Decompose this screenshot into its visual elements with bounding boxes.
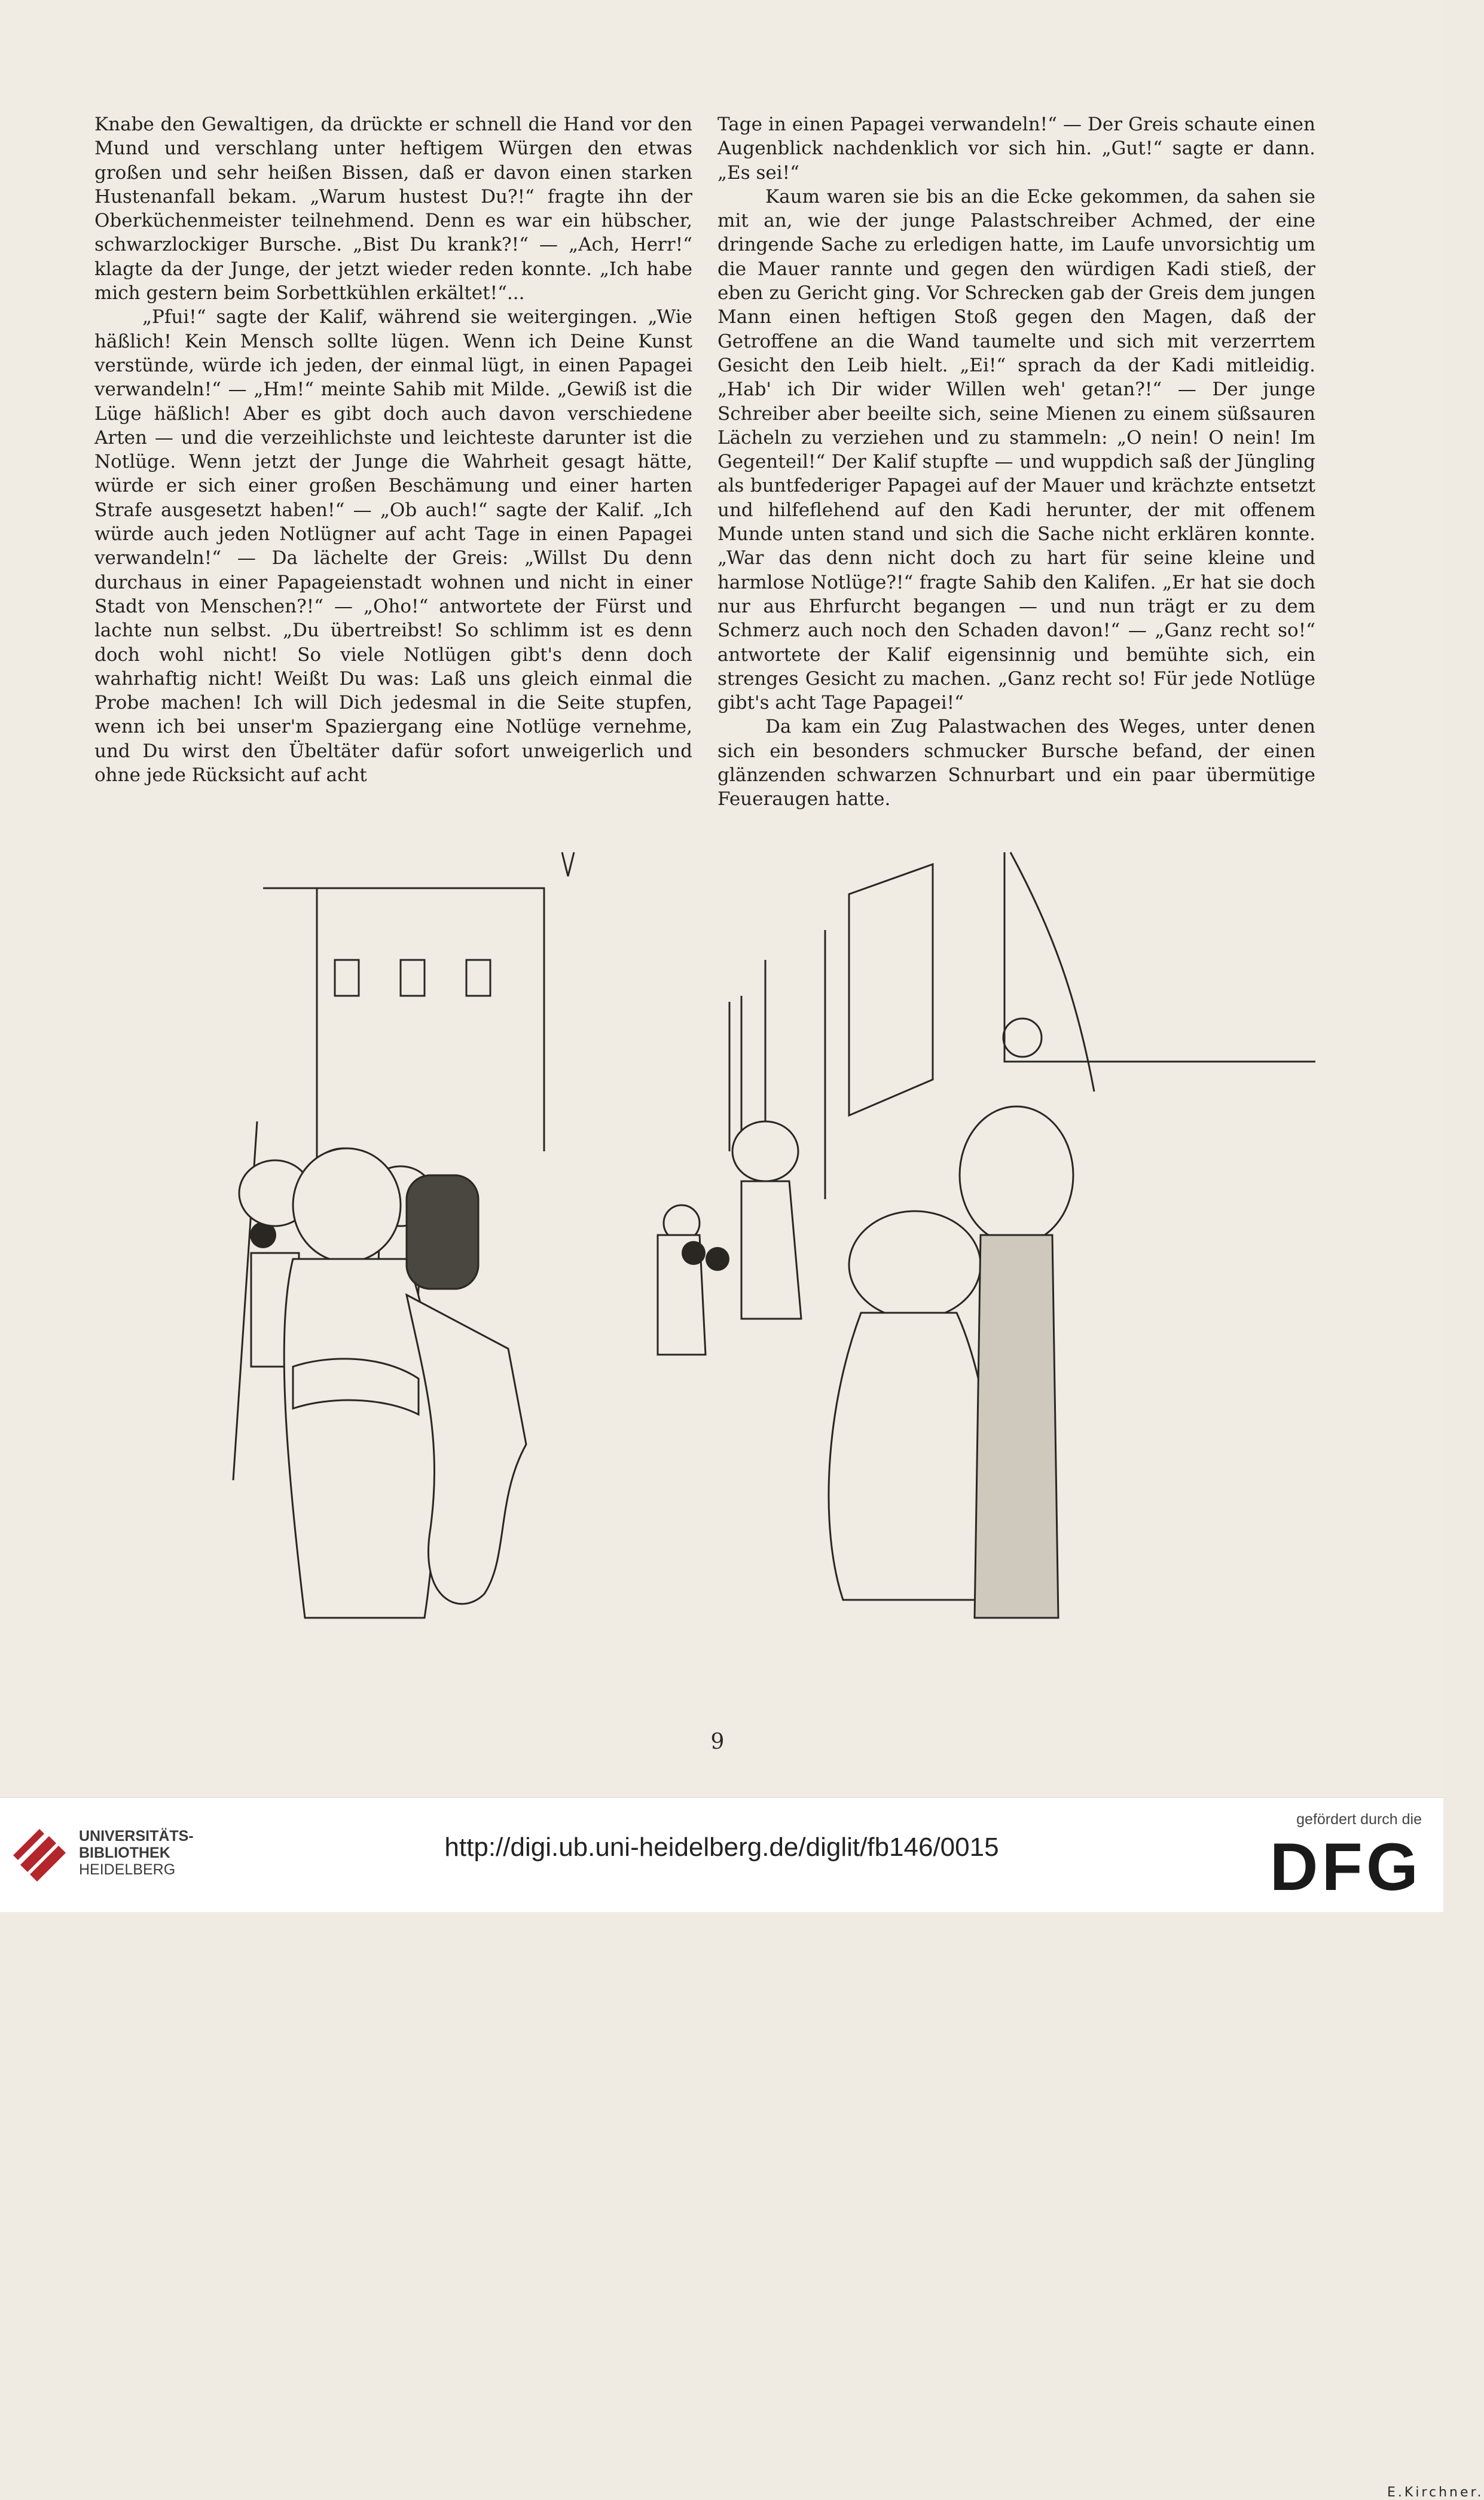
child-head xyxy=(706,1247,729,1271)
permalink-url[interactable]: http://digi.ub.uni-heidelberg.de/diglit/fb146/0015 xyxy=(444,1833,999,1862)
woman-face xyxy=(1003,1019,1042,1057)
palm-ornament xyxy=(562,852,574,876)
paragraph: „Pfui!“ sagte der Kalif, während sie weitergingen. „Wie häßlich! Kein Mensch sollte lügen. Wenn ich Deine Kunst verstünde, würde ich jeden, der einmal lügt, in einen Papagei verwandeln!“ — „Hm!“ meinte Sahib mit Milde. „Gewiß ist die Lüge häßlich! Aber es gibt doch auch davon verschiedene Arten — und die verzeihlichste und leichteste darunter ist die Notlüge. Wenn jetzt der Junge die Wahrheit gesagt hätte, würde er sich einer großen Beschämung und einer harten Strafe ausgesetzt haben!“ — „Ob auch!“ sagte der Kalif. „Ich würde auch jeden Notlügner auf acht Tage in einen Papagei verwandeln!“ — Da lächelte der Greis: „Willst Du denn durchaus in einer Papageienstadt wohnen und nicht in einer Stadt von Menschen?!“ — „Oho!“ antwortete der Fürst und lachte nun selbst. „Du übertreibst! So schlimm ist es denn doch wohl nicht! So viele Notlügen gibt's denn doch wahrhaftig nicht! Weißt Du was: Laß uns gleich einmal die Probe machen! Ich will Dich jedesmal in die Seite stupfen, wenn ich bei unser'm Spaziergang eine Notlüge vernehme, und Du wirst den Übeltäter dafür sofort unweigerlich und ohne jede Rücksicht auf acht xyxy=(94,306,692,786)
text-column-right xyxy=(717,112,1315,812)
library-name-line: UNIVERSITÄTS- xyxy=(79,1828,194,1844)
text-column-left xyxy=(94,112,692,787)
standing-figure xyxy=(975,1235,1058,1618)
tall-hat xyxy=(407,1175,478,1289)
child-head xyxy=(682,1241,706,1265)
dfg-logo[interactable]: DFG xyxy=(1269,1830,1422,1904)
funding-label: gefördert durch die xyxy=(1296,1811,1422,1828)
page-number: 9 xyxy=(710,1730,725,1754)
side-building xyxy=(849,864,933,1115)
right-building xyxy=(1004,852,1315,1062)
viewer-footer xyxy=(0,1797,1443,1912)
curtain xyxy=(1010,852,1094,1092)
turban xyxy=(732,1121,798,1181)
paragraph: Tage in einen Papagei verwandeln!“ — Der Greis schaute einen Augenblick nachdenklich vor sich hin. „Gut!“ sagte er dann. „Es sei!“ xyxy=(717,114,1315,184)
window xyxy=(335,960,359,996)
window xyxy=(401,960,425,996)
artist-signature: E.Kirchner. xyxy=(1387,2485,1484,2500)
paragraph: Da kam ein Zug Palastwachen des Weges, unter denen sich ein besonders schmucker Bursche befand, der einen glänzenden schwarzen Schnurbart und ein paar übermütige Feueraugen hatte. xyxy=(717,716,1315,810)
caliph-turban xyxy=(293,1148,401,1262)
building-outline xyxy=(263,888,544,1199)
street-scene-drawing xyxy=(227,840,1280,1731)
library-name-line: HEIDELBERG xyxy=(79,1861,176,1878)
kadi-turban xyxy=(849,1211,981,1319)
kadi-robe xyxy=(829,1313,994,1600)
paragraph: Knabe den Gewaltigen, da drückte er schnell die Hand vor den Mund und verschlang unter heftigem Würgen den etwas großen und sehr heißen Bissen, daß er davon einen starken Hustenanfall bekam. „Warum hustest Du?!“ fragte ihn der Oberküchenmeister teilnehmend. Denn es war ein hübscher, schwarzlockiger Bursche. „Bist Du krank?!“ — „Ach, Herr!“ klagte da der Junge, der jetzt wieder reden konnte. „Ich habe mich gestern beim Sorbettkühlen erkältet!“... xyxy=(94,114,692,304)
tall-turban xyxy=(960,1106,1073,1244)
window xyxy=(466,960,490,996)
paragraph: Kaum waren sie bis an die Ecke gekommen, da sahen sie mit an, wie der junge Palastschreiber Achmed, der eine dringende Sache zu erledigen hatte, im Laufe unvorsichtig um die Mauer rannte und gegen den würdigen Kadi stieß, der eben zu Gericht ging. Vor Schrecken gab der Greis dem jungen Mann einen heftigen Stoß gegen den Magen, daß der Getroffene an die Wand taumelte und sich mit verzerrtem Gesicht den Leib hielt. „Ei!“ sprach da der Kadi mitleidig. „Hab' ich Dir wider Willen weh' getan?!“ — Der junge Schreiber aber beeilte sich, seine Mienen zu einem süßsauren Lächeln zu verziehen und zu stammeln: „O nein! O nein! Im Gegenteil!“ Der Kalif stupfte — und wuppdich saß der Jüngling als buntfederiger Papagei auf der Mauer und krächzte entsetzt und hilfeflehend auf den Kadi herunter, der mit offenem Munde unten stand und sich die Sache nicht erklären konnte. „War das denn nicht doch zu hart für seine kleine und harmlose Notlüge?!“ fragte Sahib den Kalifen. „Er hat sie doch nur aus Ehrfurcht begangen — und nun trägt er zu dem Schmerz auch noch den Schaden davon!“ — „Ganz recht so!“ antwortete der Kalif eigensinnig und bemühte sich, ein strenges Gesicht zu machen. „Ganz recht so! Für jede Notlüge gibt's acht Tage Papagei!“ xyxy=(717,185,1315,714)
library-name-line: BIBLIOTHEK xyxy=(79,1844,170,1861)
